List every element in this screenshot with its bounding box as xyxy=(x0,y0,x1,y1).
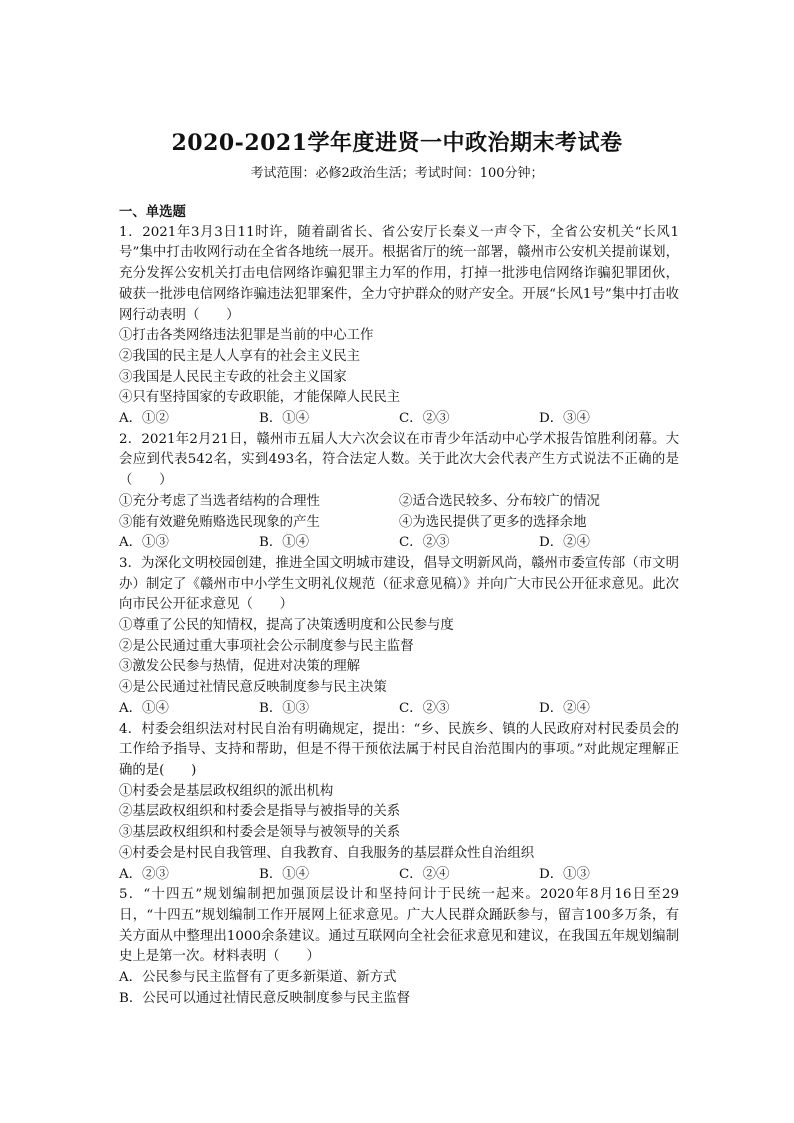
option-b[interactable]: B．公民可以通过社情民意反映制度参与民主监督 xyxy=(119,990,411,1006)
option-d[interactable]: D．①③ xyxy=(539,866,590,882)
statement-item: ②我国的民主是人人享有的社会主义民主 xyxy=(119,348,361,364)
exam-content xyxy=(119,202,679,1009)
answer-options xyxy=(119,865,679,886)
statement-item: ③基层政权组织和村委会是领导与被领导的关系 xyxy=(119,825,401,841)
option-c[interactable]: C．②④ xyxy=(399,866,450,882)
statement-item: ④只有坚持国家的专政职能，才能保障人民民主 xyxy=(119,390,401,406)
option-c[interactable]: C．②③ xyxy=(399,700,450,716)
statement-item: ②是公民通过重大事项社会公示制度参与民主监督 xyxy=(119,638,414,654)
option-a[interactable]: A．①③ xyxy=(119,535,169,551)
option-b[interactable]: B．①④ xyxy=(259,535,310,551)
question-1 xyxy=(119,223,679,430)
statement-item: ①村委会是基层政权组织的派出机构 xyxy=(119,783,334,799)
statement-item: ④是公民通过社情民意反映制度参与民主决策 xyxy=(119,680,387,696)
statement-item: ④为选民提供了更多的选择余地 xyxy=(399,514,587,530)
statement-item: ③激发公民参与热情，促进对决策的理解 xyxy=(119,659,361,675)
question-2 xyxy=(119,430,679,554)
answer-options xyxy=(119,409,679,430)
question-stem: 5．“十四五”规划编制把加强顶层设计和坚持问计于民统一起来。2020年8月16日至29日，“十四五”规划编制工作开展网上征求意见。广大人民群众踊跃参与，留言100多万条，有关方面从中整理出1000余条建议。通过互联网向全社会征求意见和建议，在我国五年规划编制史上是第一次。材料表明（ ） xyxy=(119,887,679,965)
option-a[interactable]: A．②③ xyxy=(119,866,169,882)
option-b[interactable]: B．①④ xyxy=(259,411,310,427)
statement-item: ①尊重了公民的知情权，提高了决策透明度和公民参与度 xyxy=(119,618,454,634)
option-d[interactable]: D．③④ xyxy=(539,411,590,427)
statement-item: ③能有效避免贿赂选民现象的产生 xyxy=(119,514,320,530)
option-d[interactable]: D．②④ xyxy=(539,535,590,551)
question-3 xyxy=(119,554,679,720)
statement-item: ④村委会是村民自我管理、自我教育、自我服务的基层群众性自治组织 xyxy=(119,845,535,861)
question-5 xyxy=(119,885,679,1009)
statement-item: ③我国是人民民主专政的社会主义国家 xyxy=(119,369,347,385)
statement-item: ①打击各类网络违法犯罪是当前的中心工作 xyxy=(119,328,374,344)
exam-info: 考试范围：必修2政治生活；考试时间：100分钟； xyxy=(250,166,544,181)
option-b[interactable]: B．①④ xyxy=(259,866,310,882)
statement-item: ②适合选民较多、分布较广的情况 xyxy=(399,493,600,509)
question-stem: 2．2021年2月21日，赣州市五届人大六次会议在市青少年活动中心学术报告馆胜利闭幕。大会应到代表542名，实到493名，符合法定人数。关于此次大会代表产生方式说法不正确的是（ ） xyxy=(119,431,679,489)
option-c[interactable]: C．②③ xyxy=(399,411,450,427)
answer-options xyxy=(119,533,679,554)
statement-row xyxy=(119,492,679,513)
option-d[interactable]: D．②④ xyxy=(539,700,590,716)
option-a[interactable]: A．①② xyxy=(119,411,169,427)
section-heading: 一、单选题 xyxy=(119,204,186,220)
option-c[interactable]: C．②③ xyxy=(399,535,450,551)
option-a[interactable]: A．①④ xyxy=(119,700,169,716)
question-stem: 4．村委会组织法对村民自治有明确规定，提出：“乡、民族乡、镇的人民政府对村民委员会的工作给予指导、支持和帮助，但是不得干预依法属于村民自治范围内的事项。”对此规定理解正确的是( ) xyxy=(119,721,679,778)
option-a[interactable]: A．公民参与民主监督有了更多新渠道、新方式 xyxy=(119,970,397,986)
statement-item: ①充分考虑了当选者结构的合理性 xyxy=(119,493,320,509)
statement-row xyxy=(119,513,679,534)
question-stem: 1．2021年3月3日11时许，随着副省长、省公安厅长秦义一声令下，全省公安机关“长风1号”集中打击收网行动在全省各地统一展开。根据省厅的统一部署，赣州市公安机关提前谋划，充分发挥公安机关打击电信网络诈骗犯罪主力军的作用，打掉一批涉电信网络诈骗犯罪团伙，破获一批涉电信网络诈骗违法犯罪案件，全力守护群众的财产安全。开展“长风1号”集中打击收网行动表明（ ） xyxy=(119,224,679,323)
answer-options xyxy=(119,699,679,720)
option-b[interactable]: B．①③ xyxy=(259,700,310,716)
statement-item: ②基层政权组织和村委会是指导与被指导的关系 xyxy=(119,804,401,820)
question-stem: 3．为深化文明校园创建，推进全国文明城市建设，倡导文明新风尚，赣州市委宣传部（市文明办）制定了《赣州市中小学生文明礼仪规范（征求意见稿）》并向广大市民公开征求意见。此次向市民公开征求意见（ ） xyxy=(119,555,679,613)
question-4 xyxy=(119,720,679,886)
page-title: 2020-2021学年度进贤一中政治期末考试卷 xyxy=(171,130,623,156)
